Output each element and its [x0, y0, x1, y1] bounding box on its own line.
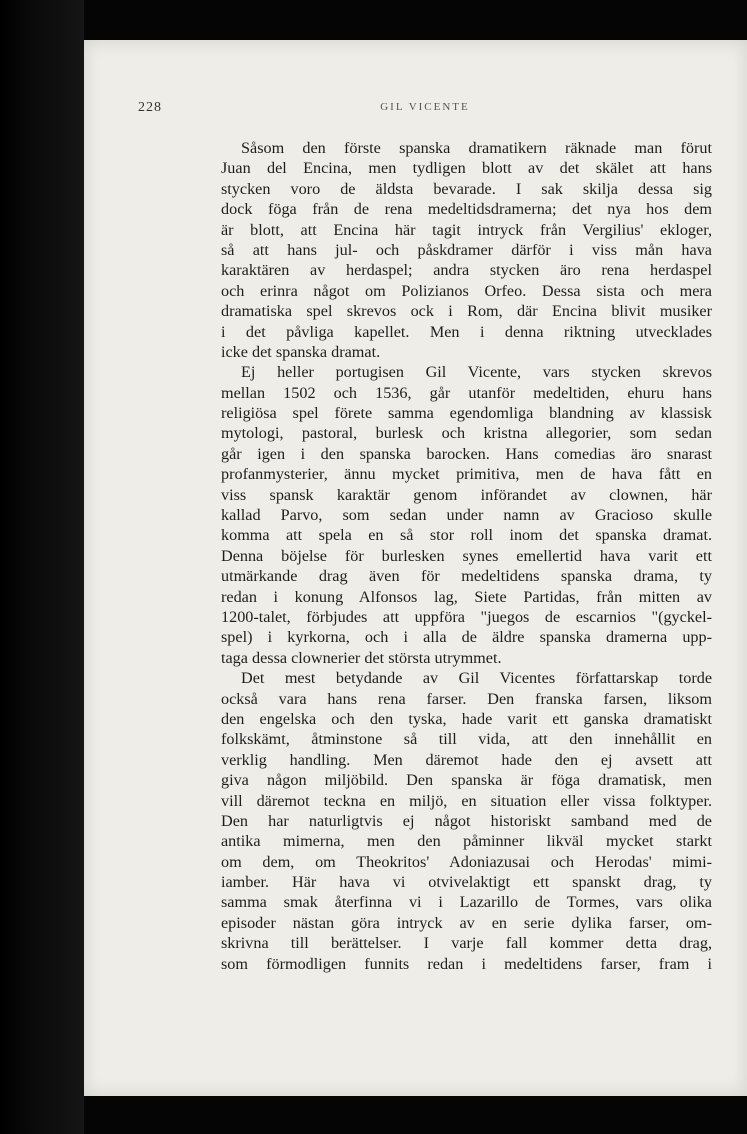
text-line: vill däremot teckna en miljö, en situation eller vissa folktyper.: [221, 791, 712, 810]
text-line: utmärkande drag även för medeltidens spanska drama, ty: [221, 567, 712, 586]
text-line: verklig handling. Men däremot hade den ej avsett att: [221, 750, 712, 769]
text-line: viss spansk karaktär genom införandet av clownen, här: [221, 485, 712, 504]
text-line: Denna böjelse för burlesken synes emellertid hava varit ett: [221, 546, 712, 565]
text-line: religiösa spel förete samma egendomliga blandning av klassisk: [221, 404, 712, 423]
text-line: antika mimerna, men den påminner likväl mycket starkt: [221, 832, 712, 851]
text-line: giva någon miljöbild. Den spanska är föga dramatisk, men: [221, 771, 712, 790]
text-line: som förmodligen funnits redan i medeltidens farser, fram i: [221, 954, 712, 973]
body-text: [221, 138, 712, 974]
text-line: taga dessa clownerier det största utrymmet.: [221, 648, 502, 667]
running-head: GIL VICENTE: [380, 101, 470, 113]
facing-page-shadow: [0, 0, 84, 1134]
text-line: 1200-talet, förbjudes att uppföra "juegos de escarnios "(gyckel-: [221, 607, 712, 626]
page-header: [138, 100, 712, 120]
page-number: 228: [138, 100, 162, 115]
text-line: skrivna till berättelser. I varje fall kommer detta drag,: [221, 934, 712, 953]
text-line: mellan 1502 och 1536, går utanför medeltiden, ehuru hans: [221, 383, 712, 402]
text-line: går igen i den spanska barocken. Hans comedias äro snarast: [221, 444, 712, 463]
text-line: och erinra något om Polizianos Orfeo. Dessa sista och mera: [221, 281, 712, 300]
text-line: mytologi, pastoral, burlesk och kristna allegorier, som sedan: [221, 424, 712, 443]
text-line: dramatiska spel skrevos ock i Rom, där Encina blivit musiker: [221, 302, 712, 321]
text-line: folkskämt, åtminstone så till vida, att den innehållit en: [221, 730, 712, 749]
text-line: också vara hans rena farser. Den franska farsen, liksom: [221, 689, 712, 708]
text-line: spel) i kyrkorna, och i alla de äldre spanska dramerna upp-: [221, 628, 712, 647]
text-line: Den har naturligtvis ej något historiskt samband med de: [221, 811, 712, 830]
text-line: karaktären av herdaspel; andra stycken äro rena herdaspel: [221, 261, 712, 280]
text-line: komma att spela en så stor roll inom det spanska dramat.: [221, 526, 712, 545]
text-line: i det påvliga kapellet. Men i denna riktning utvecklades: [221, 322, 712, 341]
text-line: Såsom den förste spanska dramatikern räknade man förut: [241, 139, 712, 157]
text-line: episoder nästan göra intryck av en serie dylika farser, om-: [221, 913, 712, 932]
text-line: stycken voro de äldsta bevarade. I sak skilja dessa sig: [221, 179, 712, 198]
text-line: kallad Parvo, som sedan under namn av Gracioso skulle: [221, 506, 712, 525]
text-line: iamber. Här hava vi otvivelaktigt ett spanskt drag, ty: [221, 873, 712, 892]
text-line: Det mest betydande av Gil Vicentes författarskap torde: [241, 669, 712, 688]
text-line: så att hans jul- och påskdramer därför i viss mån hava: [221, 240, 712, 259]
text-line: redan i konung Alfonsos lag, Siete Partidas, från mitten av: [221, 587, 712, 606]
text-line: om dem, om Theokritos' Adoniazusai och Herodas' mimi-: [221, 852, 712, 871]
text-line: Ej heller portugisen Gil Vicente, vars stycken skrevos: [241, 363, 712, 382]
text-line: Juan del Encina, men tydligen blott av det skälet att hans: [221, 159, 712, 178]
text-line: profanmysterier, ännu mycket primitiva, men de hava fått en: [221, 465, 712, 484]
text-line: dock föga från de rena medeltidsdramerna; det nya hos dem: [221, 200, 712, 219]
text-line: den engelska och den tyska, hade varit ett ganska dramatiskt: [221, 709, 712, 728]
text-line: samma smak återfinna vi i Lazarillo de Tormes, vars olika: [221, 893, 712, 912]
text-line: är blott, att Encina här tagit intryck från Vergilius' ekloger,: [221, 220, 712, 239]
text-line: icke det spanska dramat.: [221, 342, 381, 361]
